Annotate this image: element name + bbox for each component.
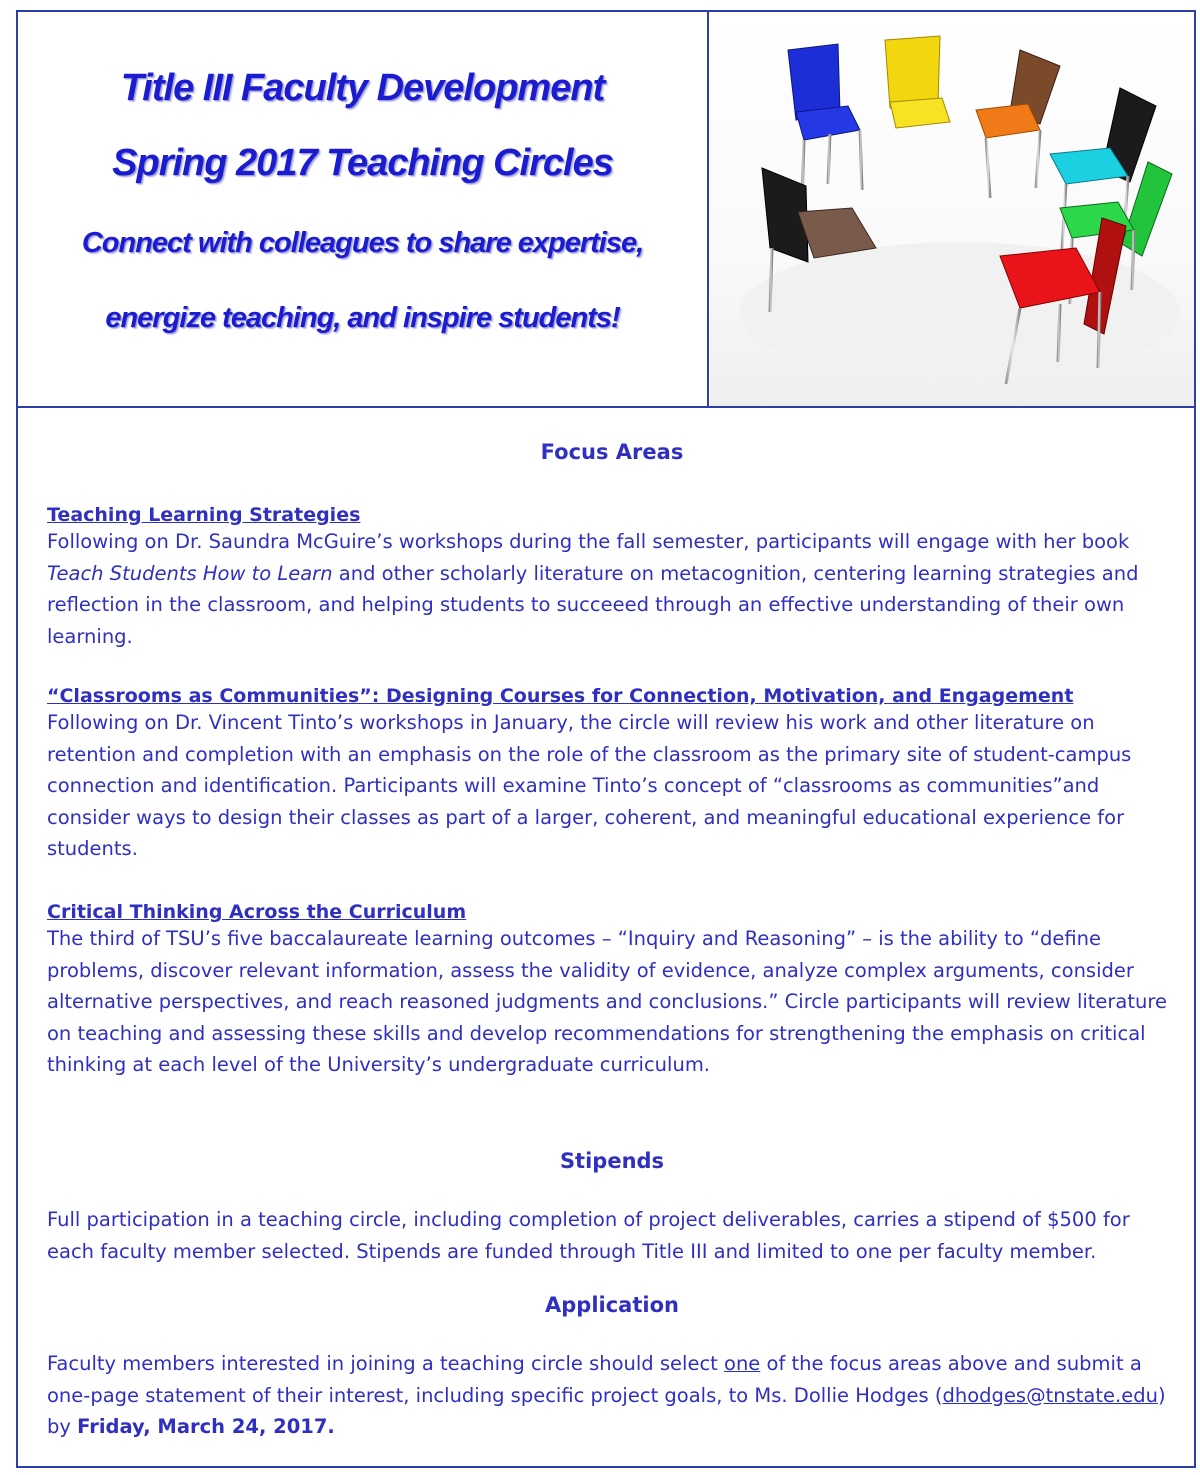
application-heading: Application (545, 1293, 679, 1317)
stipends-heading: Stipends (559, 1149, 665, 1173)
tagline-line2: energize teaching, and inspire students! (105, 302, 620, 334)
focus-area-3-text: The third of TSU’s five baccalaureate learning outcomes – “Inquiry and Reasoning” – is the ability to “define problems, discover relevant information, assess the validity of evidence, analyze complex arguments, consider alternative perspectives, and reach reasoned judgments and conclusions.” Circle participants will review literature on teaching and assessing these skills and develop recommendations for strengthening the emphasis on critical thinking at each level of the University’s undergraduate curriculum. (47, 927, 1167, 1076)
deadline: Friday, March 24, 2017. (77, 1415, 335, 1438)
focus-area-1-text: Following on Dr. Saundra McGuire’s workshops during the fall semester, participants will engage with her book Teach Students How to Learn and other scholarly literature on metacognition, centering learning strategies and reflection in the classroom, and helping students to succeeed through an effective understanding of their own learning. (47, 530, 1139, 648)
focus-area-2-title: “Classrooms as Communities”: Designing Courses for Connection, Motivation, and Engagement (47, 685, 1074, 707)
header-title-panel (18, 12, 707, 408)
focus-area-3 (47, 901, 1177, 1081)
colorful-chairs-circle-image (710, 12, 1194, 406)
focus-area-1 (47, 504, 1177, 652)
focus-area-2 (47, 685, 1177, 865)
page-title-line2: Spring 2017 Teaching Circles (112, 142, 613, 184)
main-content (47, 440, 1177, 1438)
header-divider-vertical (707, 12, 709, 408)
focus-area-1-title: Teaching Learning Strategies (47, 504, 361, 526)
one-emphasis: one (724, 1352, 761, 1375)
focus-areas-heading: Focus Areas (540, 440, 684, 464)
tagline-line1: Connect with colleagues to share expertise, (81, 227, 644, 259)
chair-yellow (885, 36, 950, 188)
chair-orange (976, 50, 1060, 198)
application-text: Faculty members interested in joining a teaching circle should select one of the focus areas above and submit a one-page statement of their interest, including specific project goals, to Ms. Dollie Hodges (dhodges@tnstate.edu) by Friday, March 24, 2017. (47, 1352, 1166, 1438)
page-title-line1: Title III Faculty Development (120, 67, 605, 109)
email-link[interactable]: dhodges@tnstate.edu (942, 1383, 1158, 1407)
focus-area-2-text: Following on Dr. Vincent Tinto’s workshops in January, the circle will review his work and other literature on retention and completion with an emphasis on the role of the classroom as the primary site of student-campus connection and identification. Participants will examine Tinto’s concept of “classrooms as communities”and consider ways to design their classes as part of a larger, coherent, and meaningful educational experience for students. (47, 711, 1132, 860)
chair-blue (788, 44, 862, 202)
stipends-text: Full participation in a teaching circle, including completion of project deliverables, carries a stipend of $500 for each faculty member selected. Stipends are funded through Title III and limited to one per faculty member. (47, 1208, 1130, 1263)
focus-area-3-title: Critical Thinking Across the Curriculum (47, 901, 467, 923)
